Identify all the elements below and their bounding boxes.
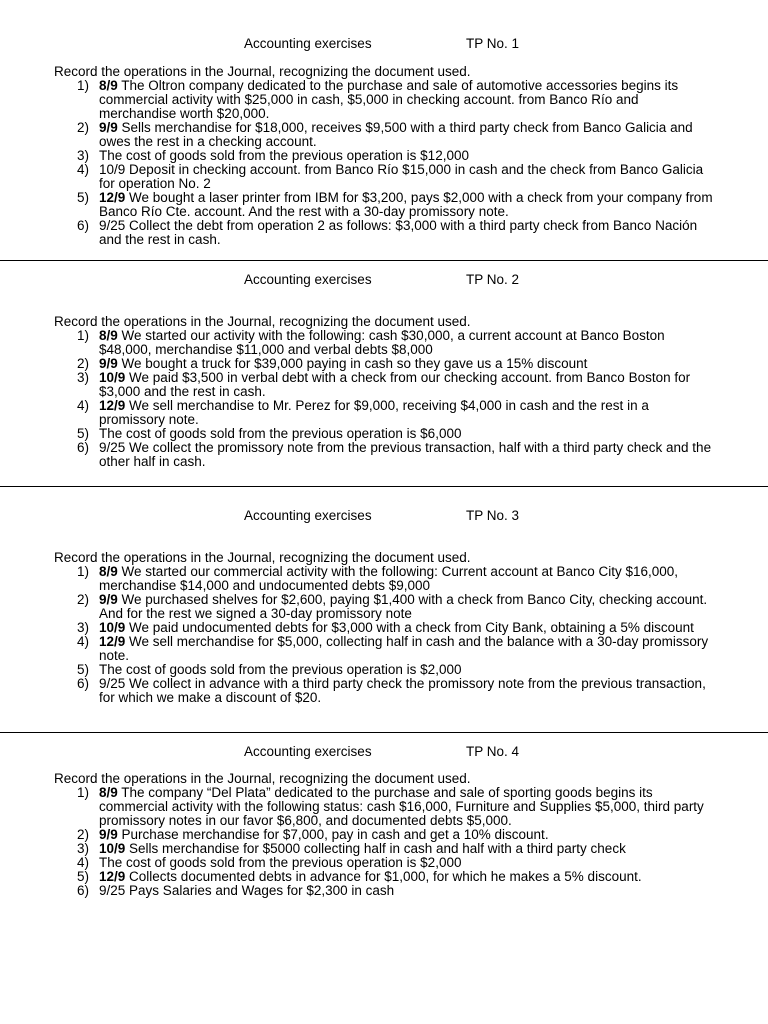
operation-date: 9/9 [99,120,118,135]
operation-text: The cost of goods sold from the previous operation is $6,000 [99,426,462,441]
operation-item [0,884,768,898]
operation-item [0,870,768,884]
operation-text: Collect the debt from operation 2 as follows: $3,000 with a third party check from Banco Nación and the rest in cash. [99,218,698,247]
section-divider [0,732,768,733]
operation-text: We bought a laser printer from IBM for $3,200, pays $2,000 with a check from your company from Banco Río Cte. account. And the rest with a 30-day promissory note. [99,190,713,219]
tp-number: TP No. 3 [466,508,520,523]
operation-date: 9/9 [99,356,118,371]
operation-date: 8/9 [99,785,118,800]
operation-date: 12/9 [99,634,126,649]
operation-text: Sells merchandise for $5000 collecting half in cash and half with a third party check [129,841,626,856]
operation-number: 4) [77,162,90,177]
operation-text: We paid undocumented debts for $3,000 with a check from City Bank, obtaining a 5% discount [129,620,694,635]
operation-text: We bought a truck for $39,000 paying in cash so they gave us a 15% discount [121,356,588,371]
operation-text: The cost of goods sold from the previous operation is $12,000 [99,148,469,163]
section-title: Accounting exercises [244,272,372,287]
section-title: Accounting exercises [244,508,372,523]
operation-date: 10/9 [99,370,126,385]
operation-number: 2) [77,356,90,371]
operation-date: 8/9 [99,564,118,579]
operation-text: The cost of goods sold from the previous operation is $2,000 [99,662,462,677]
operation-number: 2) [77,592,90,607]
section-title: Accounting exercises [244,744,372,759]
operation-text: We collect the promissory note from the previous transaction, half with a third party check and the other half in cash. [99,440,712,469]
operation-date: 9/25 [99,440,126,455]
operation-item [0,565,768,593]
tp-number: TP No. 1 [466,36,520,51]
operation-date: 9/9 [99,827,118,842]
operation-text: Sells merchandise for $18,000, receives $9,500 with a third party check from Banco Galicia and owes the rest in a checking account. [99,120,693,149]
operation-date: 10/9 [99,841,126,856]
operation-date: 9/25 [99,676,126,691]
operation-number: 6) [77,883,90,898]
operation-number: 5) [77,869,90,884]
operation-date: 12/9 [99,398,126,413]
operation-number: 4) [77,634,90,649]
operation-item [0,371,768,399]
operation-text: Collects documented debts in advance for $1,000, for which he makes a 5% discount. [129,869,642,884]
operation-item [0,441,768,469]
operation-item [0,191,768,219]
operation-item [0,329,768,357]
operation-item [0,593,768,621]
operation-item [0,163,768,191]
operation-text: Deposit in checking account. from Banco Río $15,000 in cash and the check from Banco Galicia for operation No. 2 [99,162,704,191]
section-header [0,745,768,761]
operation-item [0,357,768,371]
operation-item [0,79,768,121]
operation-text: The cost of goods sold from the previous operation is $2,000 [99,855,462,870]
operation-number: 4) [77,398,90,413]
operation-number: 1) [77,328,90,343]
operation-date: 9/25 [99,218,126,233]
tp-number: TP No. 2 [466,272,520,287]
operation-text: Purchase merchandise for $7,000, pay in cash and get a 10% discount. [121,827,549,842]
section-divider [0,260,768,261]
operation-date: 10/9 [99,162,126,177]
operation-text: We started our commercial activity with the following: Current account at Banco City $16,000, merchandise $14,000 and undocumented debts $9,000 [99,564,679,593]
operation-text: We sell merchandise for $5,000, collecting half in cash and the balance with a 30-day promissory note. [99,634,709,663]
operations-list [0,329,768,469]
operation-number: 1) [77,785,90,800]
operation-item [0,786,768,828]
operation-item [0,427,768,441]
operation-date: 9/25 [99,883,126,898]
operation-item [0,842,768,856]
section-header [0,37,768,53]
operation-number: 2) [77,120,90,135]
operation-date: 8/9 [99,78,118,93]
operation-number: 3) [77,620,90,635]
operation-date: 10/9 [99,620,126,635]
operations-list [0,79,768,247]
operations-list [0,786,768,898]
operation-number: 3) [77,841,90,856]
section-header [0,509,768,525]
operation-date: 12/9 [99,190,126,205]
operation-date: 8/9 [99,328,118,343]
instruction-text: Record the operations in the Journal, recognizing the document used. [54,771,471,786]
operation-number: 6) [77,676,90,691]
operation-item [0,121,768,149]
operation-text: Pays Salaries and Wages for $2,300 in cash [129,883,395,898]
operation-text: We paid $3,500 in verbal debt with a check from our checking account. from Banco Boston for $3,000 and the rest in cash. [99,370,691,399]
operation-number: 2) [77,827,90,842]
operation-number: 1) [77,564,90,579]
operation-text: The company “Del Plata” dedicated to the purchase and sale of sporting goods begins its commercial activity with the following status: cash $16,000, Furniture and Supplies $5,000, third party promissory notes in our favor $6,800, and documented debts $5,000. [99,785,704,828]
operation-item [0,663,768,677]
operation-date: 9/9 [99,592,118,607]
operations-list [0,565,768,705]
instruction-text: Record the operations in the Journal, recognizing the document used. [54,314,471,329]
operation-number: 3) [77,370,90,385]
section-divider [0,486,768,487]
operation-text: We started our activity with the following: cash $30,000, a current account at Banco Boston $48,000, merchandise $11,000 and verbal debts $8,000 [99,328,665,357]
operation-text: We sell merchandise to Mr. Perez for $9,000, receiving $4,000 in cash and the rest in a promissory note. [99,398,649,427]
operation-item [0,677,768,705]
operation-number: 6) [77,440,90,455]
operation-number: 5) [77,426,90,441]
operation-item [0,828,768,842]
operation-text: We purchased shelves for $2,600, paying $1,400 with a check from Banco City, checking account. And for the rest we signed a 30-day promissory note [99,592,708,621]
operation-number: 6) [77,218,90,233]
operation-number: 5) [77,662,90,677]
operation-text: The Oltron company dedicated to the purchase and sale of automotive accessories begins its commercial activity with $25,000 in cash, $5,000 in checking account. from Banco Río and merchandise worth $20,000. [99,78,679,121]
operation-item [0,621,768,635]
operation-number: 5) [77,190,90,205]
operation-date: 12/9 [99,869,126,884]
operation-item [0,219,768,247]
tp-number: TP No. 4 [466,744,520,759]
operation-text: We collect in advance with a third party check the promissory note from the previous transaction, for which we make a discount of $20. [99,676,706,705]
instruction-text: Record the operations in the Journal, recognizing the document used. [54,64,471,79]
section-title: Accounting exercises [244,36,372,51]
operation-number: 3) [77,148,90,163]
operation-item [0,635,768,663]
operation-item [0,856,768,870]
operation-number: 4) [77,855,90,870]
operation-item [0,399,768,427]
section-header [0,273,768,289]
operation-item [0,149,768,163]
instruction-text: Record the operations in the Journal, recognizing the document used. [54,550,471,565]
operation-number: 1) [77,78,90,93]
